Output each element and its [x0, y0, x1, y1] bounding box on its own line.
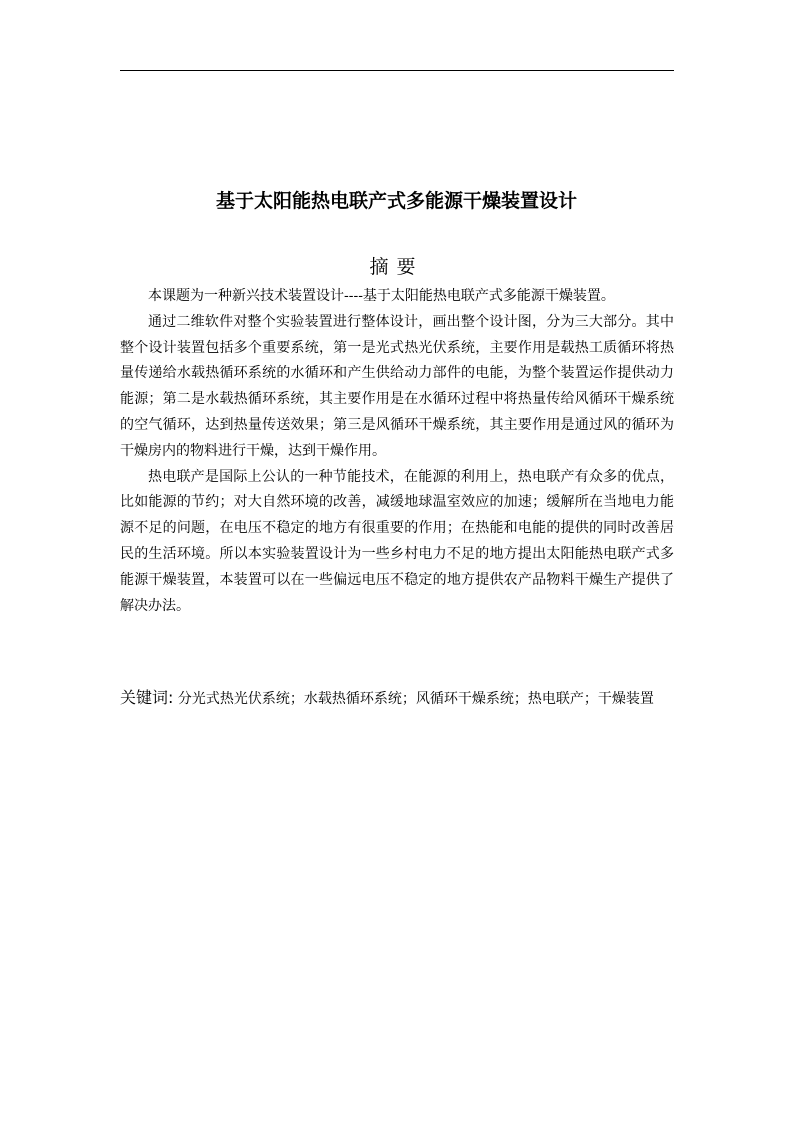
header-rule	[120, 70, 674, 71]
keywords-line	[120, 681, 674, 716]
keywords-label: 关键词:	[120, 688, 174, 707]
abstract-body	[120, 284, 674, 619]
document-title: 基于太阳能热电联产式多能源干燥装置设计	[215, 190, 577, 212]
abstract-paragraph-1: 本课题为一种新兴技术装置设计----基于太阳能热电联产式多能源干燥装置。	[148, 288, 615, 304]
abstract-paragraph-3: 热电联产是国际上公认的一种节能技术，在能源的利用上，热电联产有众多的优点，比如能源的节约；对大自然环境的改善，减缓地球温室效应的加速；缓解所在当地电力能源不足的问题，在电压不稳定的地方有很重要的作用；在热能和电能的提供的同时改善居民的生活环境。所以本实验装置设计为一些乡村电力不足的地方提出太阳能热电联产式多能源干燥装置，本装置可以在一些偏远电压不稳定的地方提供农产品物料干燥生产提供了解决办法。	[120, 468, 674, 614]
keywords-text: 分光式热光伏系统；水载热循环系统；风循环干燥系统；热电联产；干燥装置	[173, 691, 654, 707]
abstract-heading: 摘要	[369, 256, 424, 278]
abstract-paragraph-2: 通过二维软件对整个实验装置进行整体设计，画出整个设计图，分为三大部分。其中整个设计装置包括多个重要系统，第一是光式热光伏系统，主要作用是载热工质循环将热量传递给水载热循环系统的水循环和产生供给动力部件的电能，为整个装置运作提供动力能源；第二是水载热循环系统，其主要作用是在水循环过程中将热量传给风循环干燥系统的空气循环，达到热量传送效果；第三是风循环干燥系统，其主要作用是通过风的循环为干燥房内的物料进行干燥，达到干燥作用。	[120, 313, 674, 459]
